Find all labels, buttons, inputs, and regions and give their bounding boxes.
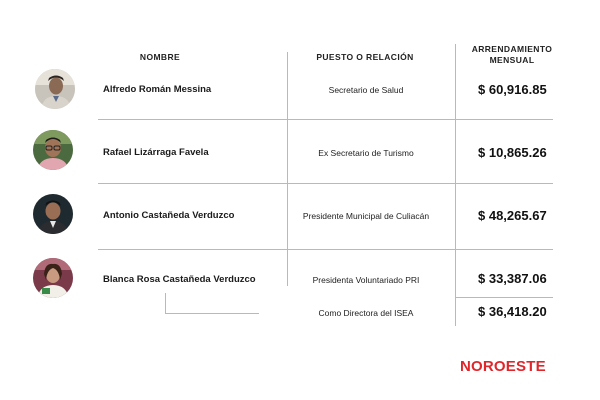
row-4-monto: $ 33,387.06	[478, 271, 547, 286]
row-1-puesto: Secretario de Salud	[328, 85, 404, 95]
extra-row-monto: $ 36,418.20	[478, 304, 547, 319]
header-puesto: PUESTO O RELACIÓN	[316, 52, 414, 62]
avatar	[33, 194, 73, 234]
row-divider-amount	[455, 297, 553, 298]
header-arrendamiento-line2: MENSUAL	[489, 55, 535, 65]
avatar	[33, 258, 73, 298]
row-2-monto: $ 10,865.26	[478, 145, 547, 160]
header-arrendamiento	[462, 44, 562, 66]
row-2-puesto: Ex Secretario de Turismo	[318, 148, 414, 158]
connector-vertical	[165, 293, 166, 314]
row-4-nombre: Blanca Rosa Castañeda Verduzco	[103, 274, 256, 285]
avatar	[35, 69, 75, 109]
avatar	[33, 130, 73, 170]
row-3-monto: $ 48,265.67	[478, 208, 547, 223]
row-divider-3	[98, 249, 553, 250]
header-nombre: NOMBRE	[139, 52, 181, 62]
row-divider-1	[98, 119, 553, 120]
row-1-monto: $ 60,916.85	[478, 82, 547, 97]
row-3-nombre: Antonio Castañeda Verduzco	[103, 210, 235, 221]
row-3-puesto: Presidente Municipal de Culiacán	[302, 211, 430, 221]
column-divider-2	[455, 44, 456, 326]
row-divider-2	[98, 183, 553, 184]
header-arrendamiento-line1: ARRENDAMIENTO	[471, 44, 553, 54]
row-1-nombre: Alfredo Román Messina	[103, 84, 212, 95]
row-4-puesto: Presidenta Voluntariado PRI	[312, 275, 420, 285]
portrait-photo-icon	[33, 130, 73, 170]
portrait-photo-icon	[33, 194, 73, 234]
portrait-photo-icon	[35, 69, 75, 109]
extra-row-puesto: Como Directora del ISEA	[318, 308, 414, 318]
portrait-photo-icon	[33, 258, 73, 298]
row-2-nombre: Rafael Lizárraga Favela	[103, 147, 209, 158]
connector-horizontal	[165, 313, 259, 314]
noroeste-logo: NOROESTE	[460, 358, 546, 375]
column-divider-1	[287, 52, 288, 286]
